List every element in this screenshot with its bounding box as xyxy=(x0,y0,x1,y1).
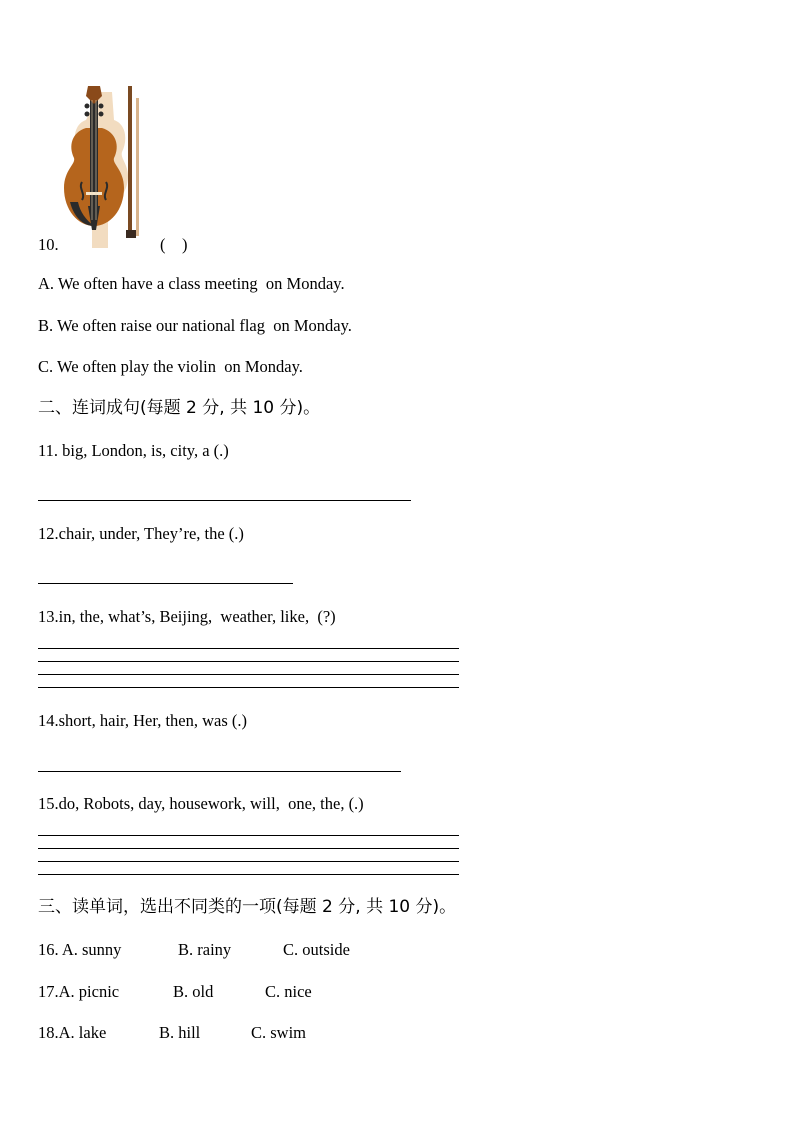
answer-line-14 xyxy=(38,771,401,772)
section-2-heading: 二、连词成句(每题 2 分, 共 10 分)。 xyxy=(38,398,321,418)
answer-line-15-a xyxy=(38,835,459,836)
answer-line-15-b xyxy=(38,848,459,849)
question-10-answer-paren: ( ) xyxy=(160,235,188,254)
answer-line-13-a xyxy=(38,648,459,649)
question-11: 11. big, London, is, city, a (.) xyxy=(38,441,229,460)
question-16-option-a: 16. A. sunny xyxy=(38,940,122,959)
q10-option-c: C. We often play the violin on Monday. xyxy=(38,357,303,376)
question-18-option-a: 18.A. lake xyxy=(38,1023,107,1042)
question-17-option-a: 17.A. picnic xyxy=(38,982,120,1001)
question-18-option-b: B. hill xyxy=(159,1023,201,1042)
question-15: 15.do, Robots, day, housework, will, one, the, (.) xyxy=(38,794,364,813)
question-13: 13.in, the, what’s, Beijing, weather, like, (?) xyxy=(38,607,336,626)
question-16-option-c: C. outside xyxy=(283,940,350,959)
question-14: 14.short, hair, Her, then, was (.) xyxy=(38,711,247,730)
answer-line-13-d xyxy=(38,687,459,688)
q10-option-a: A. We often have a class meeting on Monday. xyxy=(38,274,345,293)
question-17-option-b: B. old xyxy=(173,982,214,1001)
question-12: 12.chair, under, They’re, the (.) xyxy=(38,524,244,543)
answer-line-11 xyxy=(38,500,411,501)
answer-line-15-d xyxy=(38,874,459,875)
answer-line-12 xyxy=(38,583,293,584)
question-18-option-c: C. swim xyxy=(251,1023,307,1042)
answer-line-13-c xyxy=(38,674,459,675)
question-10-number: 10. xyxy=(38,235,59,254)
answer-line-15-c xyxy=(38,861,459,862)
question-17-option-c: C. nice xyxy=(265,982,312,1001)
q10-option-b: B. We often raise our national flag on Monday. xyxy=(38,316,352,335)
violin-image xyxy=(56,80,160,252)
answer-line-13-b xyxy=(38,661,459,662)
question-16-option-b: B. rainy xyxy=(178,940,232,959)
violin-bow xyxy=(126,86,139,238)
section-3-heading: 三、读单词，选出不同类的一项(每题 2 分, 共 10 分)。 xyxy=(38,897,457,917)
